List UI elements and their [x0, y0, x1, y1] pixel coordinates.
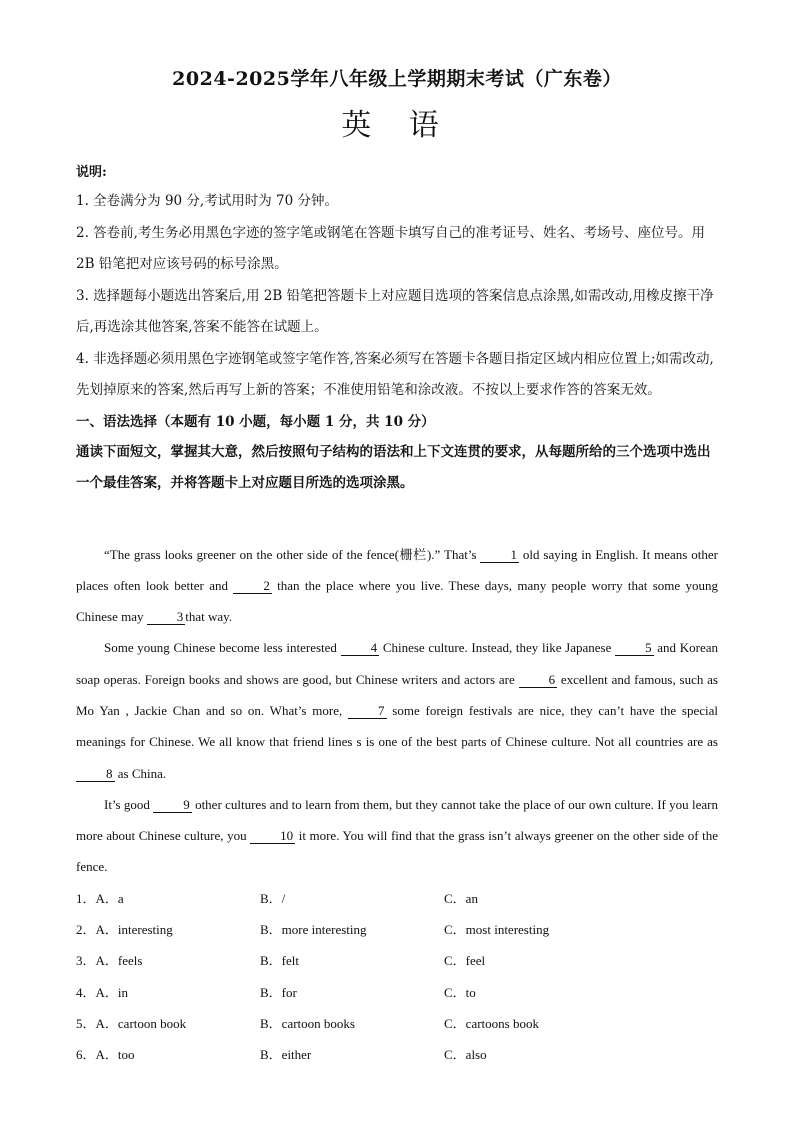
passage-paragraph [76, 632, 718, 788]
option-b[interactable]: B．/ [260, 890, 286, 906]
blank-5: 5 [615, 641, 654, 656]
blank-1: 1 [480, 548, 519, 563]
passage-text: that way. [185, 609, 233, 625]
question-number: 4． [76, 984, 96, 1000]
option-b[interactable]: B．cartoon books [260, 1015, 355, 1031]
option-row [76, 1039, 718, 1070]
option-row [76, 883, 718, 914]
passage-text: Some young Chinese become less interested [104, 640, 341, 656]
exam-content [76, 160, 718, 1071]
option-c[interactable]: C．an [444, 890, 478, 906]
passage-text: some foreign festivals are nice, they can’t have the special meanings for Chinese. We all know that friend lines s is one of the best parts of Chinese culture. Not all countries are as [76, 702, 719, 750]
option-c[interactable]: C．also [444, 1047, 487, 1063]
note-item: 1. 全卷满分为 90 分,考试用时为 70 分钟。 [76, 193, 338, 209]
option-a[interactable]: 1．A．a [76, 890, 124, 906]
passage-text: excellent and famous, such as Mo Yan , Jackie Chan and so on. What’s more, [76, 671, 718, 718]
reading-passage [76, 539, 718, 883]
passage-text: old saying in English. It means other places often look better and [76, 546, 718, 593]
blank-6: 6 [519, 673, 558, 688]
blank-10: 10 [250, 829, 295, 844]
option-c[interactable]: C．cartoons book [444, 1015, 539, 1031]
blank-9: 9 [153, 798, 192, 813]
note-item: 3. 选择题每小题选出答案后,用 2B 铅笔把答题卡上对应题目选项的答案信息点涂黑,如需改动,用橡皮擦干净后,再选涂其他答案,答案不能答在试题上。 [76, 287, 714, 335]
option-a[interactable]: 6．A．too [76, 1047, 135, 1063]
passage-text: It’s good [104, 796, 154, 812]
option-b[interactable]: B．either [260, 1047, 312, 1063]
blank-7: 7 [348, 704, 387, 719]
question-number: 2． [76, 922, 96, 938]
passage-paragraph [76, 789, 718, 883]
blank-8: 8 [76, 767, 115, 782]
blank-2: 2 [233, 579, 272, 594]
option-row [76, 977, 718, 1008]
question-number: 6． [76, 1047, 96, 1063]
passage-text: than the place where you live. These days, many people worry that some young Chinese may [76, 577, 718, 625]
option-b[interactable]: B．more interesting [260, 922, 367, 938]
option-a[interactable]: 2．A．interesting [76, 922, 173, 938]
passage-text: other cultures and to learn from them, but they cannot take the place of our own culture. If you learn more about Chinese culture, you [76, 796, 718, 844]
note-item: 2. 答卷前,考生务必用黑色字迹的签字笔或钢笔在答题卡填写自己的准考证号、姓名、考场号、座位号。用 2B 铅笔把对应该号码的标号涂黑。 [76, 224, 705, 272]
option-b[interactable]: B．felt [260, 953, 299, 969]
option-a[interactable]: 4．A．in [76, 984, 129, 1000]
passage-text: Chinese culture. Instead, they like Japanese [379, 640, 616, 656]
option-row [76, 945, 718, 976]
option-c[interactable]: C．most interesting [444, 922, 550, 938]
question-number: 3． [76, 953, 96, 969]
answer-options [76, 883, 718, 1071]
passage-text: as China. [114, 765, 167, 781]
passage-paragraph [76, 539, 718, 633]
blank-3: 3 [147, 610, 186, 625]
question-number: 5． [76, 1015, 96, 1031]
option-c[interactable]: C．feel [444, 953, 486, 969]
option-row [76, 914, 718, 945]
subject-title: 英 语 [341, 108, 453, 143]
passage-text: it more. You will find that the grass isn’t always greener on the other side of the fence. [76, 828, 718, 875]
option-b[interactable]: B．for [260, 984, 297, 1000]
option-row [76, 1008, 718, 1039]
section-instruction: 通读下面短文，掌握其大意，然后按照句子结构的语法和上下文连贯的要求，从每题所给的三个选项中选出一个最佳答案，并将答题卡上对应题目所选的选项涂黑。 [76, 443, 711, 491]
option-c[interactable]: C．to [444, 984, 476, 1000]
option-a[interactable]: 3．A．feels [76, 953, 143, 969]
section-heading: 一、语法选择（本题有 10 小题，每小题 1 分，共 10 分） [76, 413, 435, 430]
exam-title: 2024-2025学年八年级上学期期末考试（广东卷） [172, 68, 622, 90]
notes-label: 说明: [76, 165, 107, 180]
passage-text: and Korean soap operas. Foreign books and shows are good, but Chinese writers and actors are [76, 640, 718, 687]
question-number: 1． [76, 890, 96, 906]
passage-text: “The grass looks greener on the other side of the fence(栅栏).” That’s [104, 546, 481, 562]
note-item: 4. 非选择题必须用黑色字迹钢笔或签字笔作答,答案必须写在答题卡各题目指定区域内相应位置上;如需改动,先划掉原来的答案,然后再写上新的答案；不准使用铅笔和涂改液。不按以上要求作答的答案无效。 [76, 350, 714, 398]
option-a[interactable]: 5．A．cartoon book [76, 1015, 187, 1031]
blank-4: 4 [341, 641, 380, 656]
